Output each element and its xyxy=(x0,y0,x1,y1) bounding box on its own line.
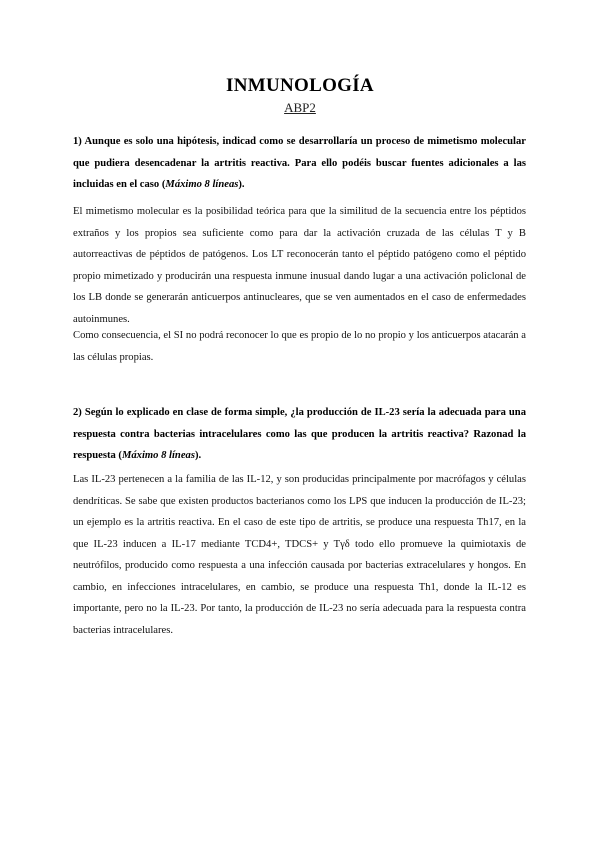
question-2-text: 2) Según lo explicado en clase de forma simple, ¿la producción de IL-23 sería la adecuada para una respuesta contra bacterias intracelulares como las que producen la artritis reactiva? Razonad la respuesta ( xyxy=(73,407,526,461)
answer-2-paragraph: Las IL-23 pertenecen a la familia de las IL-12, y son producidas principalmente por macrófagos y células dendríticas. Se sabe que existen productos bacterianos como los LPS que inducen la producción de IL-23; un ejemplo es la artritis reactiva. En el caso de este tipo de artritis, se produce una respuesta Th17, en la que IL-23 inducen a IL-17 mediante TCD4+, TDCS+ y Tγδ todo ello promueve la quimiotaxis de neutrófilos, producido como respuesta a una infección causada por bacterias extracelulares y hongos. En cambio, en infecciones intracelulares, en cambio, se produce una respuesta Th1, donde la IL-12 es importante, pero no la IL-23. Por tanto, la producción de IL-23 no sería adecuada para la respuesta contra bacterias intracelulares. xyxy=(73,474,526,636)
document-title: INMUNOLOGÍA xyxy=(226,75,374,96)
question-2-note: Máximo 8 líneas xyxy=(121,450,195,461)
question-1-end: ). xyxy=(238,179,245,190)
answer-1-paragraph-2: Como consecuencia, el SI no podrá reconocer lo que es propio de lo no propio y los anticuerpos atacarán a las células propias. xyxy=(73,330,526,363)
question-1-note: Máximo 8 líneas xyxy=(165,179,239,190)
question-2-end: ). xyxy=(194,450,202,461)
question-1-text: 1) Aunque es solo una hipótesis, indicad como se desarrollaría un proceso de mimetismo molecular que pudiera desencadenar la artritis reactiva. Para ello podéis buscar fuentes adicionales a las incluidas en el caso ( xyxy=(73,136,526,190)
question-2 xyxy=(73,402,526,467)
document-subtitle: ABP2 xyxy=(284,100,316,115)
answer-1-paragraph-1: El mimetismo molecular es la posibilidad teórica para que la similitud de la secuencia entre los péptidos extraños y los propios sea suficiente como para dar la activación cruzada de las células T y B autorreactivas de péptidos de patógenos. Los LT reconocerán tanto el péptido patógeno como el péptido propio mimetizado y producirán una respuesta inmune inusual dando lugar a una activación policlonal de los LB donde se generarán anticuerpos antinucleares, que se ven aumentados en el caso de enfermedades autoinmunes. xyxy=(73,206,526,325)
question-1 xyxy=(73,131,526,196)
